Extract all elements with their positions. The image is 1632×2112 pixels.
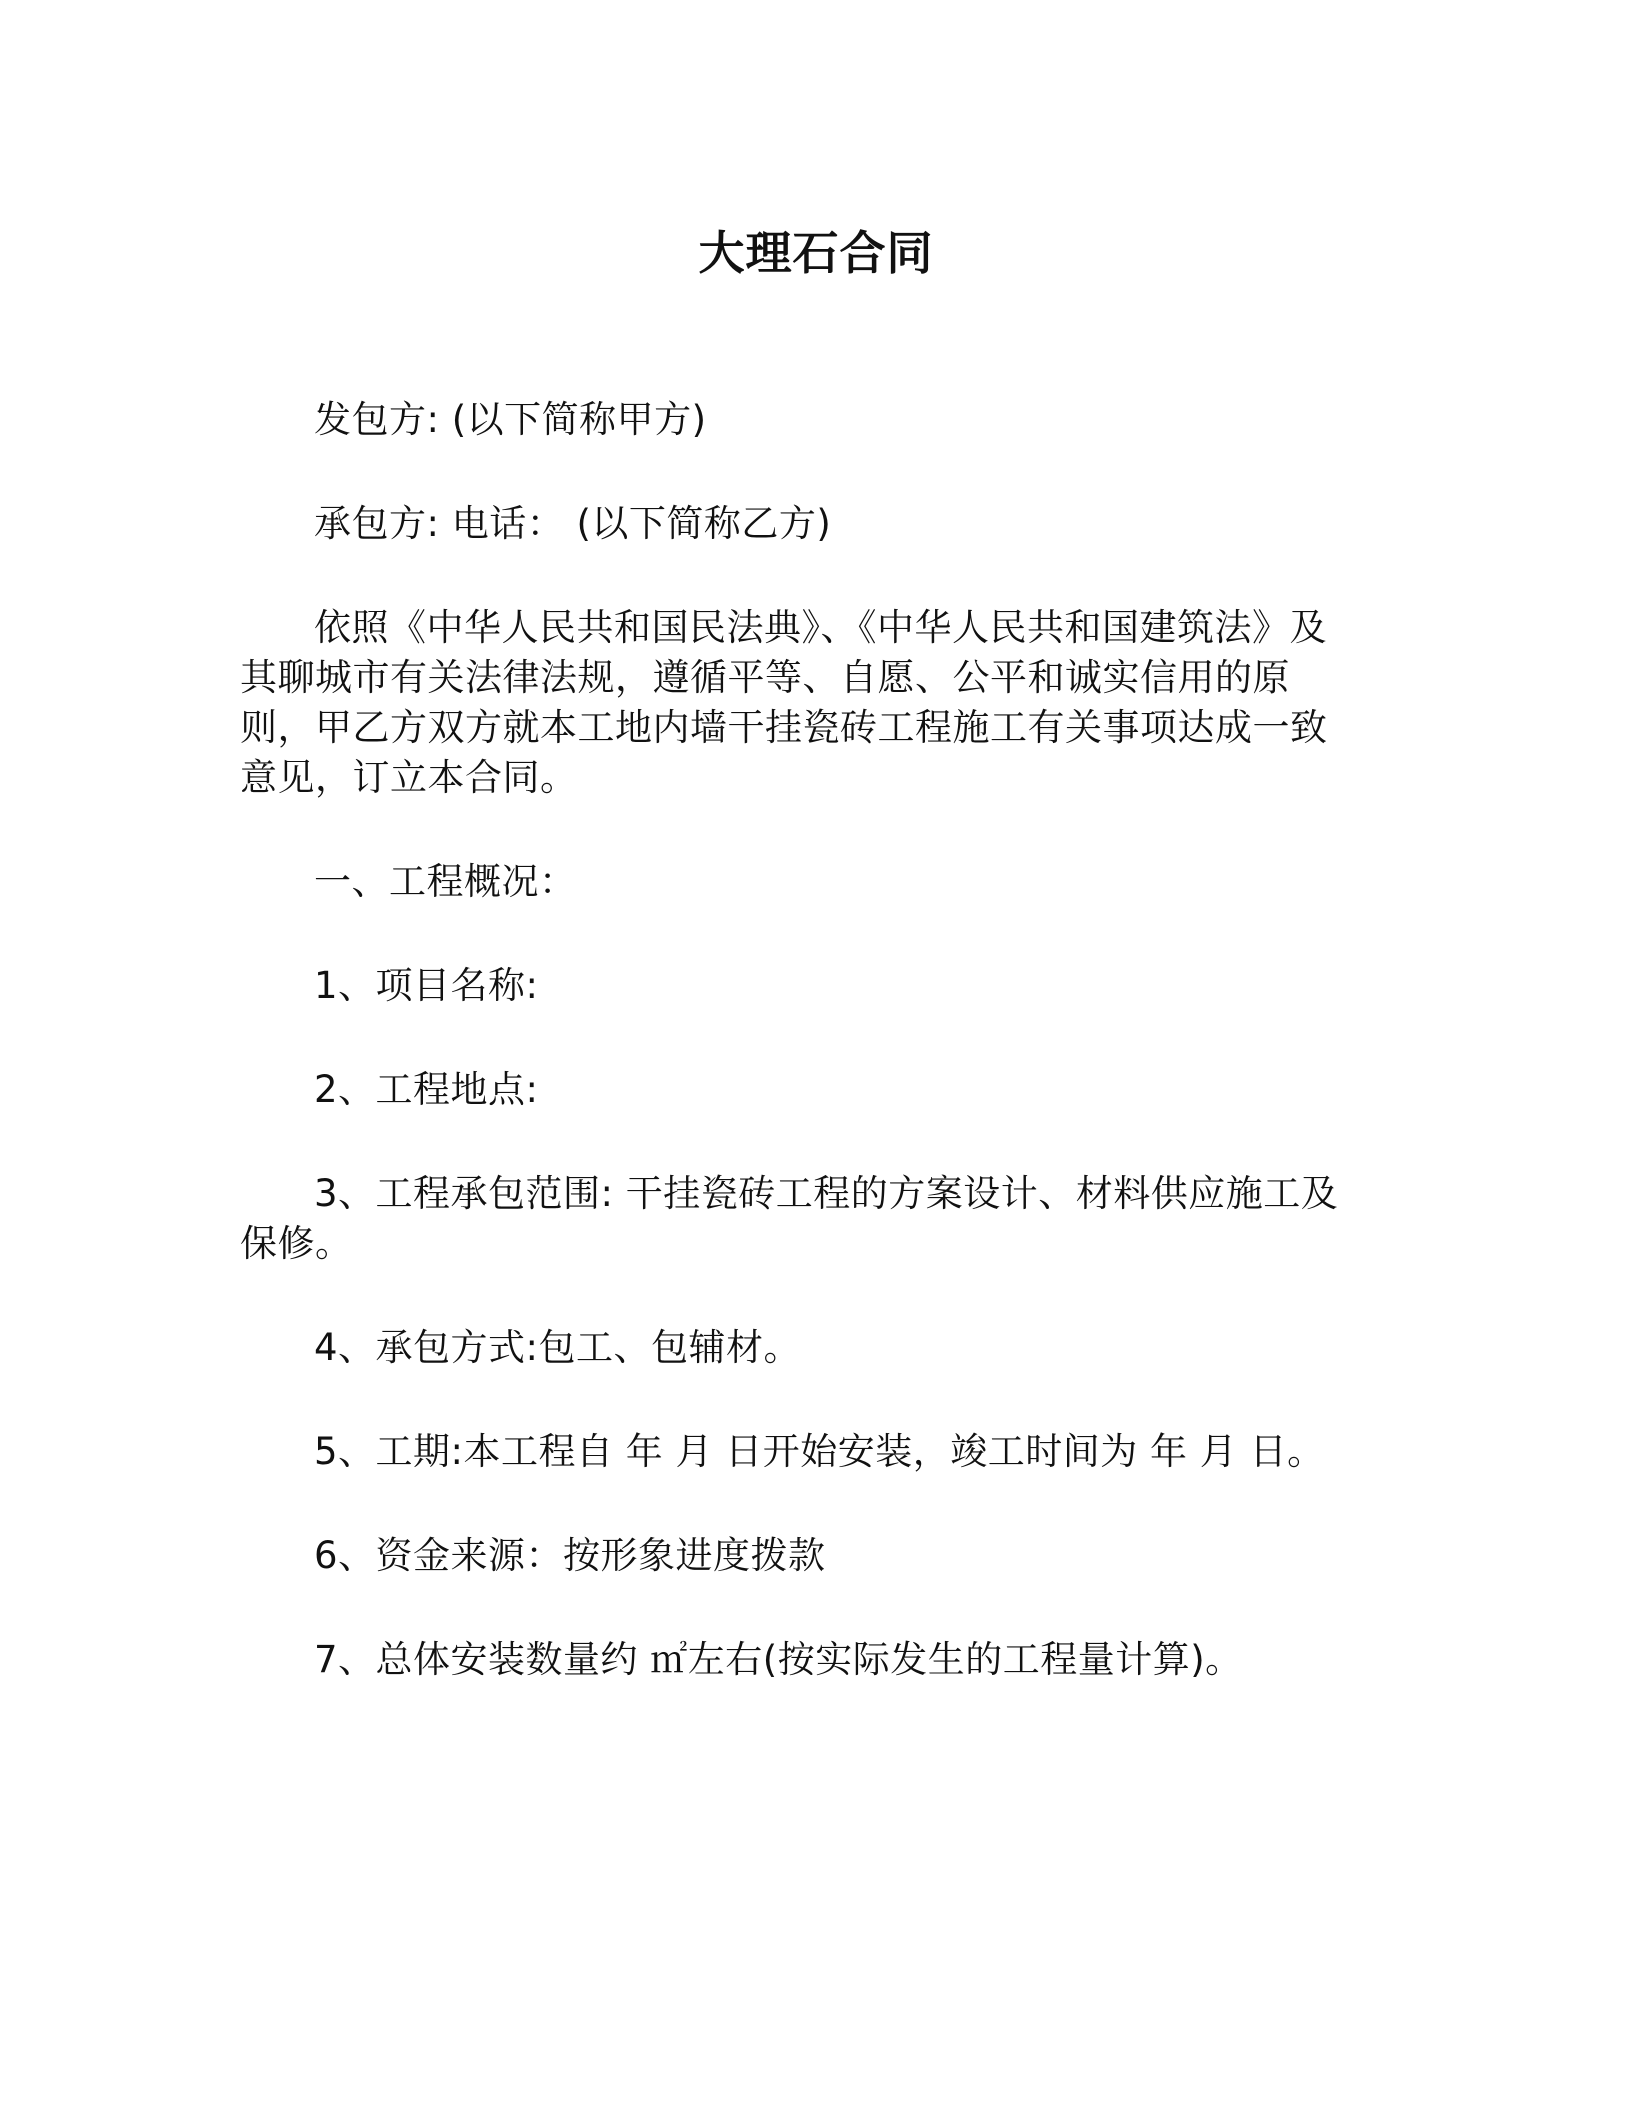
item-installation-quantity: 7、总体安装数量约 ㎡左右(按实际发生的工程量计算)。 xyxy=(314,1638,1243,1681)
item-project-location: 2、工程地点: xyxy=(314,1068,539,1111)
item-contract-method: 4、承包方式:包工、包辅材。 xyxy=(314,1326,802,1369)
party-a-line: 发包方: (以下简称甲方) xyxy=(314,398,707,441)
party-b-line: 承包方: 电话： (以下简称乙方) xyxy=(314,502,832,545)
item-project-name: 1、项目名称: xyxy=(314,964,539,1007)
item-funding-source: 6、资金来源：按形象进度拨款 xyxy=(314,1534,826,1577)
preamble-paragraph: 依照《中华人民共和国民法典》、《中华人民共和国建筑法》及其聊城市有关法律法规，遵循平等、自愿、公平和诚实信用的原则，甲乙方双方就本工地内墙干挂瓷砖工程施工有关事项达成一致意见，订立本合同。 xyxy=(240,606,1328,799)
item-contract-scope: 3、工程承包范围: 干挂瓷砖工程的方案设计、材料供应施工及保修。 xyxy=(240,1172,1339,1265)
item-construction-period: 5、工期:本工程自 年 月 日开始安装，竣工时间为 年 月 日。 xyxy=(314,1430,1325,1473)
document-title: 大理石合同 xyxy=(698,226,934,280)
section-heading-project-overview: 一、工程概况： xyxy=(314,860,577,903)
document-body xyxy=(240,395,1360,1739)
